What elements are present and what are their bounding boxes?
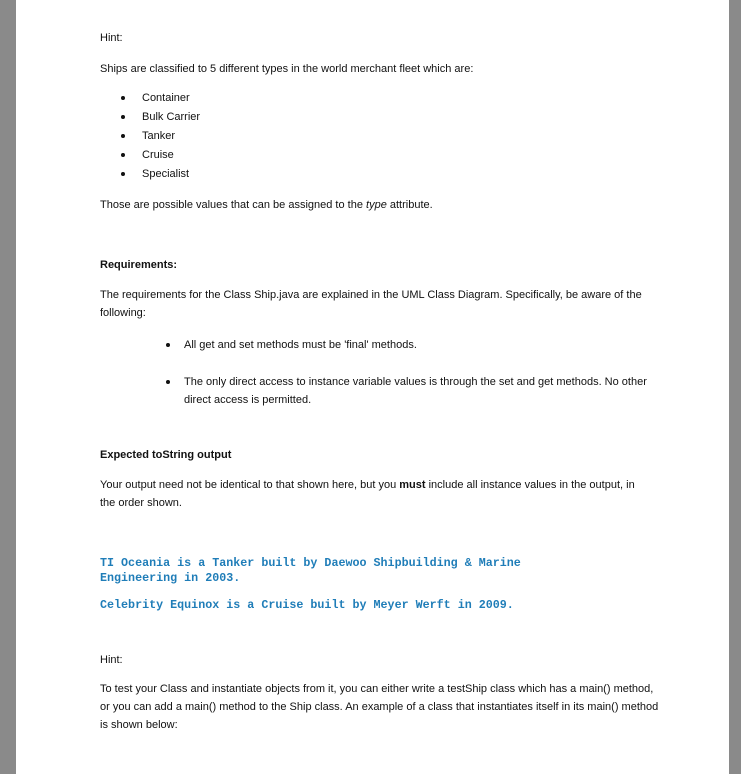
hint-heading-1: Hint: xyxy=(100,32,123,44)
document-page xyxy=(16,0,729,774)
hint-text: To test your Class and instantiate objects from it, you can either write a testShip class which has a main() method, or you can add a main() method to the Ship class. An example of a class that instantiates itself in its main() method is shown below: xyxy=(100,683,659,731)
bullet-icon xyxy=(121,115,125,119)
bullet-icon xyxy=(166,343,170,347)
code-output-line-1: TI Oceania is a Tanker built by Daewoo Shipbuilding & Marine Engineering in 2003. xyxy=(100,556,521,585)
ship-types-list xyxy=(100,89,660,184)
requirements-text: The requirements for the Class Ship.java are explained in the UML Class Diagram. Specifically, be aware of the following: xyxy=(100,289,642,319)
code-output-line-2: Celebrity Equinox is a Cruise built by Meyer Werft in 2009. xyxy=(100,598,514,612)
list-item: Container xyxy=(100,89,660,108)
list-item: Bulk Carrier xyxy=(100,108,660,127)
list-item: The only direct access to instance variable values is through the set and get methods. No other direct access is permitted. xyxy=(100,373,660,409)
bullet-icon xyxy=(121,153,125,157)
list-item: Specialist xyxy=(100,165,660,184)
bullet-icon xyxy=(121,96,125,100)
list-item: Tanker xyxy=(100,127,660,146)
list-item: Cruise xyxy=(100,146,660,165)
hint-heading-2: Hint: xyxy=(100,654,123,666)
tostring-heading: Expected toString output xyxy=(100,449,232,461)
requirements-heading: Requirements: xyxy=(100,259,178,271)
bullet-icon xyxy=(121,172,125,176)
ship-types-intro: Ships are classified to 5 different types in the world merchant fleet which are: xyxy=(100,63,474,75)
requirements-list xyxy=(100,336,660,409)
bullet-icon xyxy=(121,134,125,138)
list-item: All get and set methods must be 'final' methods. xyxy=(100,336,660,373)
possible-values-text: Those are possible values that can be assigned to the type attribute. xyxy=(100,199,433,211)
tostring-text: Your output need not be identical to that shown here, but you must include all instance values in the output, in the order shown. xyxy=(100,479,635,509)
bullet-icon xyxy=(166,380,170,384)
